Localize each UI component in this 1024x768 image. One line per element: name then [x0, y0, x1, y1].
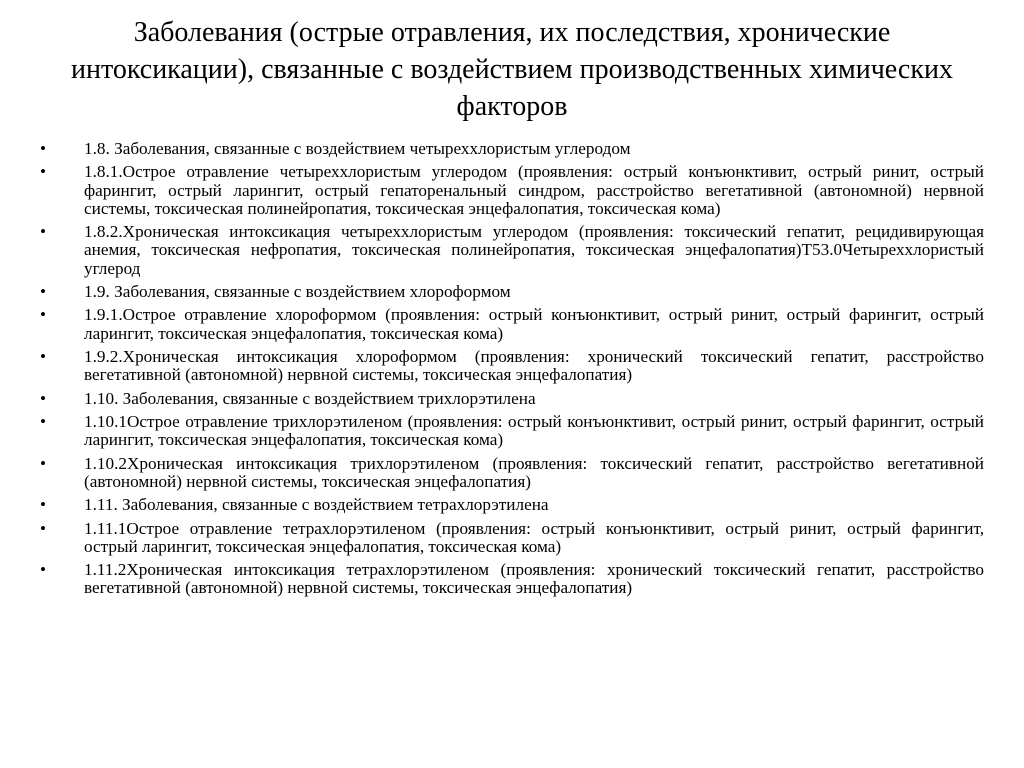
- bullet-icon: •: [40, 453, 47, 473]
- list-item-text: 1.10.2Хроническая интоксикация трихлорэтиленом (проявления: токсический гепатит, расстройство вегетативной (автономной) нервной системы, токсическая энцефалопатия): [84, 453, 984, 491]
- list-item: [40, 306, 984, 342]
- list-item-text: 1.9. Заболевания, связанные с воздействием хлороформом: [84, 281, 511, 301]
- list-item: [40, 520, 984, 556]
- list-item: [40, 390, 984, 408]
- list-item: [40, 455, 984, 491]
- bullet-icon: •: [40, 139, 47, 158]
- list-item: [40, 223, 984, 278]
- list-item: [40, 413, 984, 449]
- list-item-text: 1.8.1.Острое отравление четыреххлористым углеродом (проявления: острый конъюнктивит, острый ринит, острый фарингит, острый ларингит, острый гепаторенальный синдром, расстройство вегетативной (автономной) нервной системы, токсическая полинейропатия, токсическая энцефалопатия, токсическая кома): [84, 162, 984, 218]
- list-item-text: 1.10.1Острое отравление трихлорэтиленом (проявления: острый конъюнктивит, острый ринит, острый фарингит, острый ларингит, токсическая энцефалопатия, токсическая кома): [84, 411, 984, 450]
- list-item: [40, 163, 984, 218]
- bullet-icon: •: [40, 388, 47, 408]
- list-item-text: 1.9.1.Острое отравление хлороформом (проявления: острый конъюнктивит, острый ринит, острый фарингит, острый ларингит, токсическая энцефалопатия, токсическая кома): [84, 305, 984, 343]
- bullet-icon: •: [40, 346, 47, 366]
- list-item: [40, 348, 984, 384]
- list-item-text: 1.8.2.Хроническая интоксикация четыреххлористым углеродом (проявления: токсический гепатит, рецидивирующая анемия, токсическая нефропатия, токсическая полинейропатия, токсическая энцефалопатия)T53.0Четыреххлористый углерод: [84, 222, 984, 278]
- bullet-icon: •: [40, 281, 47, 301]
- bullet-icon: •: [40, 560, 47, 580]
- bullet-icon: •: [40, 411, 47, 431]
- list-item-text: 1.9.2.Хроническая интоксикация хлороформом (проявления: хронический токсический гепатит, расстройство вегетативной (автономной) нервной системы, токсическая энцефалопатия): [84, 346, 984, 385]
- list-item-text: 1.8. Заболевания, связанные с воздействием четыреххлористым углеродом: [84, 139, 631, 158]
- bullet-icon: •: [40, 222, 47, 242]
- list-item: [40, 140, 984, 158]
- list-item: [40, 283, 984, 301]
- bullet-icon: •: [40, 162, 47, 182]
- bullet-list: [40, 140, 984, 603]
- bullet-icon: •: [40, 518, 47, 538]
- list-item-text: 1.11.1Острое отравление тетрахлорэтиленом (проявления: острый конъюнктивит, острый ринит, острый фарингит, острый ларингит, токсическая энцефалопатия, токсическая кома): [84, 518, 984, 556]
- list-item-text: 1.10. Заболевания, связанные с воздействием трихлорэтилена: [84, 388, 536, 408]
- list-item: [40, 561, 984, 597]
- bullet-icon: •: [40, 495, 47, 515]
- bullet-icon: •: [40, 305, 47, 325]
- slide-title: Заболевания (острые отравления, их последствия, хронические интоксикации), связанные с воздействием производственных химических факторов: [71, 17, 953, 122]
- list-item-text: 1.11.2Хроническая интоксикация тетрахлорэтиленом (проявления: хронический токсический гепатит, расстройство вегетативной (автономной) нервной системы, токсическая энцефалопатия): [84, 560, 984, 598]
- list-item: [40, 496, 984, 514]
- list-item-text: 1.11. Заболевания, связанные с воздействием тетрахлорэтилена: [84, 495, 549, 515]
